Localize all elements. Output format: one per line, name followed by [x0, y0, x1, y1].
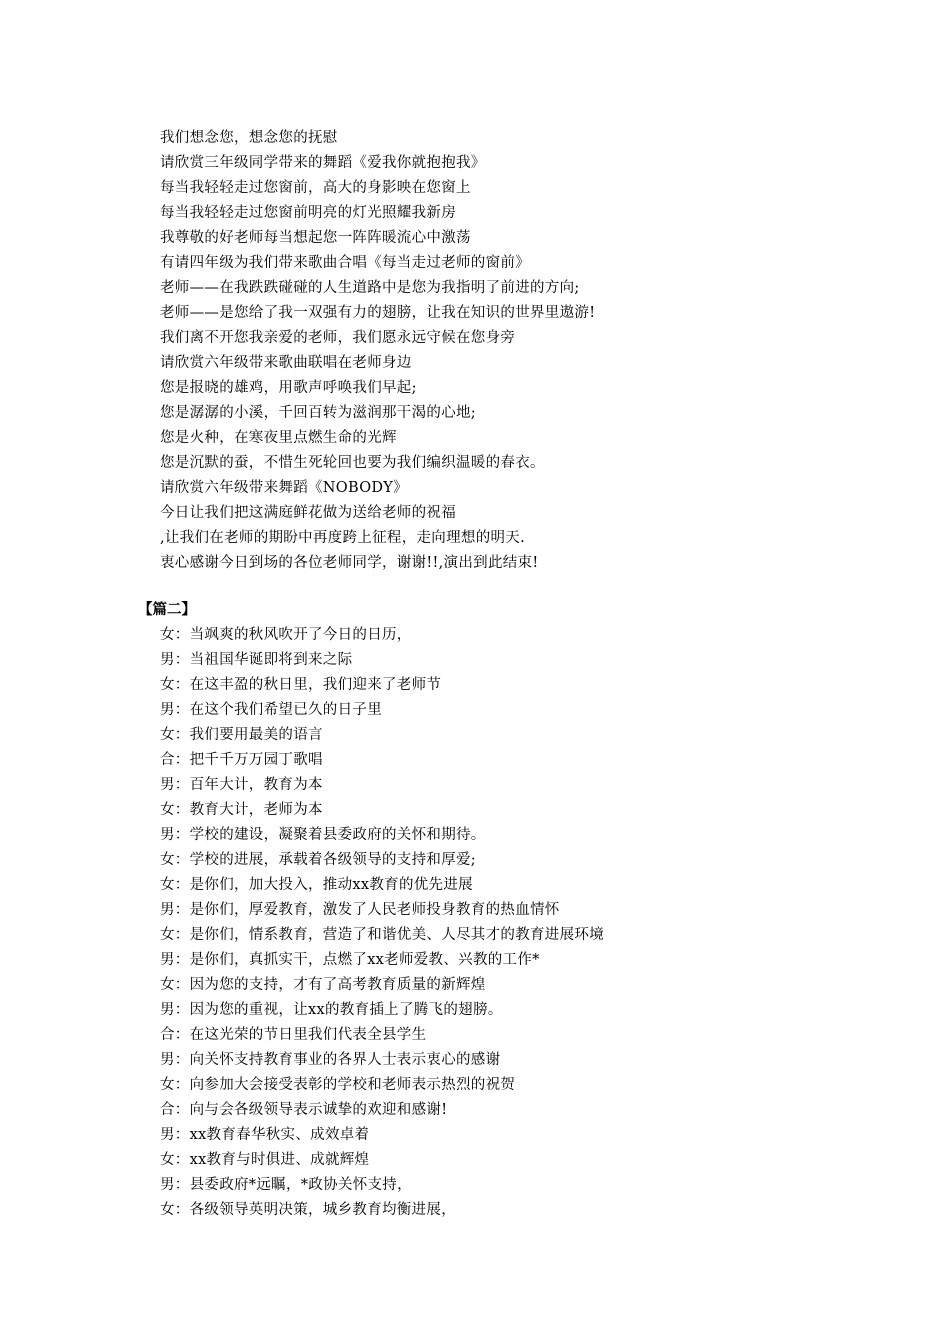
- dialogue-line: 男：百年大计，教育为本: [160, 777, 323, 793]
- text-line: 我们想念您，想念您的抚慰: [160, 130, 338, 146]
- dialogue-line: 男：是你们，真抓实干，点燃了xx老师爱教、兴教的工作*: [160, 952, 540, 968]
- dialogue-line: 女：xx教育与时俱进、成就辉煌: [160, 1152, 370, 1168]
- dialogue-line: 男：向关怀支持教育事业的各界人士表示衷心的感谢: [160, 1052, 501, 1068]
- text-line: 您是沉默的蚕，不惜生死轮回也要为我们编织温暖的春衣。: [160, 455, 545, 471]
- dialogue-line: 男：因为您的重视，让xx的教育插上了腾飞的翅膀。: [160, 1002, 503, 1018]
- dialogue-line: 女：在这丰盈的秋日里，我们迎来了老师节: [160, 677, 442, 693]
- text-line: 我尊敬的好老师每当想起您一阵阵暖流心中激荡: [160, 230, 471, 246]
- dialogue-line: 女：教育大计，老师为本: [160, 802, 323, 818]
- text-line: 请欣赏三年级同学带来的舞蹈《爱我你就抱抱我》: [160, 155, 486, 171]
- dialogue-line: 合：向与会各级领导表示诚挚的欢迎和感谢!: [160, 1102, 448, 1118]
- text-line: 有请四年级为我们带来歌曲合唱《每当走过老师的窗前》: [160, 255, 530, 271]
- dialogue-line: 男：当祖国华诞即将到来之际: [160, 652, 353, 668]
- dialogue-line: 女：各级领导英明决策，城乡教育均衡进展，: [160, 1202, 456, 1218]
- text-line: 请欣赏六年级带来舞蹈《NOBODY》: [160, 480, 408, 496]
- text-line: ,让我们在老师的期盼中再度跨上征程，走向理想的明天.: [160, 530, 526, 546]
- dialogue-line: 男：学校的建设，凝聚着县委政府的关怀和期待。: [160, 827, 486, 843]
- section-heading: 【篇二】: [138, 602, 196, 618]
- dialogue-line: 女：当飒爽的秋风吹开了今日的日历，: [160, 627, 412, 643]
- dialogue-line: 男：是你们，厚爱教育，激发了人民老师投身教育的热血情怀: [160, 902, 560, 918]
- dialogue-line: 女：我们要用最美的语言: [160, 727, 323, 743]
- dialogue-line: 女：因为您的支持，才有了高考教育质量的新辉煌: [160, 977, 486, 993]
- text-line: 您是火种，在寒夜里点燃生命的光辉: [160, 430, 397, 446]
- text-line: 您是报晓的雄鸡，用歌声呼唤我们早起;: [160, 380, 417, 396]
- script-part-two: [160, 623, 880, 1223]
- dialogue-line: 男：县委政府*远瞩，*政协关怀支持，: [160, 1177, 412, 1193]
- text-line: 衷心感谢今日到场的各位老师同学，谢谢!!,演出到此结束!: [160, 555, 539, 571]
- text-line: 请欣赏六年级带来歌曲联唱在老师身边: [160, 355, 412, 371]
- text-line: 老师——在我跌跌碰碰的人生道路中是您为我指明了前进的方向;: [160, 280, 580, 296]
- dialogue-line: 女：学校的进展，承载着各级领导的支持和厚爱;: [160, 852, 476, 868]
- text-line: 每当我轻轻走过您窗前明亮的灯光照耀我新房: [160, 205, 456, 221]
- dialogue-line: 合：把千千万万园丁歌唱: [160, 752, 323, 768]
- dialogue-line: 女：是你们，情系教育，营造了和谐优美、人尽其才的教育进展环境: [160, 927, 604, 943]
- text-line: 您是潺潺的小溪，千回百转为滋润那干渴的心地;: [160, 405, 476, 421]
- text-line: 每当我轻轻走过您窗前，高大的身影映在您窗上: [160, 180, 471, 196]
- dialogue-line: 女：向参加大会接受表彰的学校和老师表示热烈的祝贺: [160, 1077, 516, 1093]
- script-part-one: [160, 126, 880, 576]
- dialogue-line: 男：xx教育春华秋实、成效卓着: [160, 1127, 370, 1143]
- text-line: 老师——是您给了我一双强有力的翅膀，让我在知识的世界里遨游!: [160, 305, 596, 321]
- dialogue-line: 合：在这光荣的节日里我们代表全县学生: [160, 1027, 427, 1043]
- dialogue-line: 女：是你们，加大投入，推动xx教育的优先进展: [160, 877, 473, 893]
- text-line: 今日让我们把这满庭鲜花做为送给老师的祝福: [160, 505, 456, 521]
- text-line: 我们离不开您我亲爱的老师，我们愿永远守候在您身旁: [160, 330, 516, 346]
- dialogue-line: 男：在这个我们希望已久的日子里: [160, 702, 382, 718]
